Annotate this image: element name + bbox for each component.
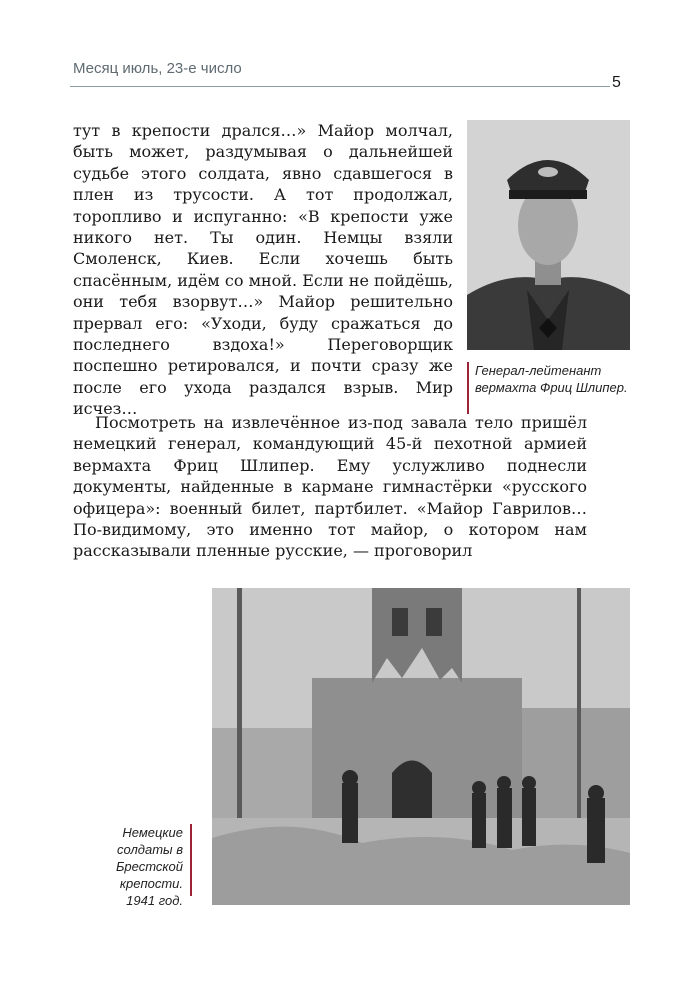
body-paragraph-1: тут в крепости дрался…» Майор молчал, быть может, раздумывая о дальнейшей судьбе этого солдата, явно сдавшегося в плен из трусости. А тот продолжал, торопливо и испуганно: «В крепости уже никого нет. Ты один. Немцы взяли Смоленск, Киев. Если хочешь быть спасённым, идём со мной. Если не пойдёшь, они тебя взорвут…» Майор решительно прервал его: «Уходи, буду сражаться до последнего вздоха!» Переговорщик поспешно ретировался, и почти сразу же после его ухода раздался взрыв. Мир исчез… xyxy=(73,121,453,419)
portrait-caption-bar xyxy=(467,362,469,414)
header-rule xyxy=(70,86,610,87)
body-paragraph-2: Посмотреть на извлечённое из-под завала тело пришёл немецкий генерал, командующий 45-й пехотной армией вермахта Фриц Шлипер. Ему услужливо поднесли документы, найденные в кармане гимнастёрки «русского офицера»: военный билет, партбилет. «Майор Гаврилов… По-видимому, это именно тот майор, о котором нам рассказывали пленные русские, — проговорил xyxy=(73,413,587,561)
brest-fortress-photo xyxy=(212,588,630,905)
photo-caption: Немецкие солдаты в Брестской крепости. 1941 год. xyxy=(115,825,183,908)
general-portrait-photo xyxy=(467,120,630,350)
portrait-illustration xyxy=(467,120,630,350)
page-number: 5 xyxy=(612,74,621,91)
running-title: Месяц июль, 23-е число xyxy=(73,60,242,77)
fortress-ruins-illustration xyxy=(212,588,630,905)
photo-caption-bar xyxy=(190,824,192,896)
portrait-caption: Генерал-лейтенант вермахта Фриц Шлипер. xyxy=(475,363,628,395)
